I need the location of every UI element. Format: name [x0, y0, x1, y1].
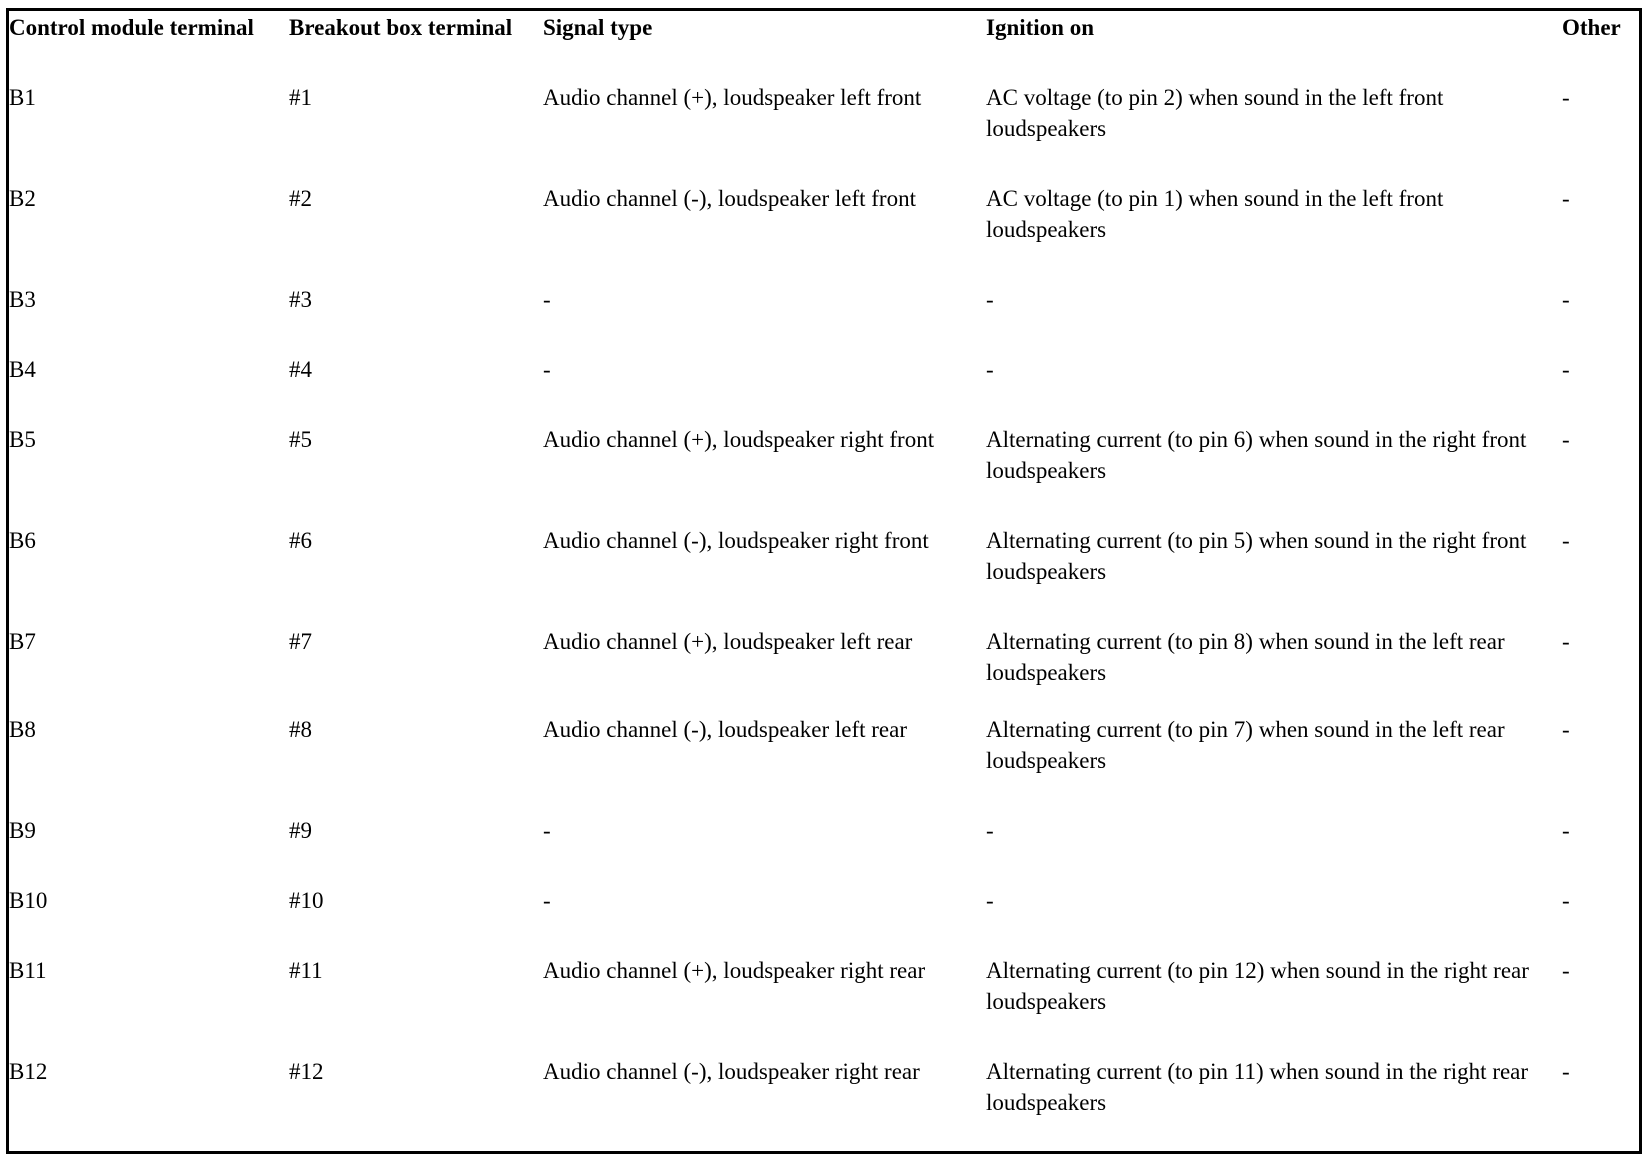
cell-breakout-box-terminal: #2	[289, 186, 312, 211]
cell-control-module-terminal: B1	[9, 85, 36, 110]
cell-ignition-on: -	[986, 357, 994, 382]
cell-ignition-on: Alternating current (to pin 7) when sound in the left rear loudspeakers	[986, 717, 1505, 773]
cell-signal-type: -	[543, 357, 551, 382]
cell-breakout-box-terminal: #8	[289, 717, 312, 742]
cell-signal-type: Audio channel (+), loudspeaker left front	[543, 85, 922, 110]
cell-control-module-terminal: B6	[9, 528, 36, 553]
cell-signal-type: -	[543, 818, 551, 843]
cell-breakout-box-terminal: #9	[289, 818, 312, 843]
cell-signal-type: Audio channel (+), loudspeaker right rear	[543, 958, 926, 983]
cell-control-module-terminal: B3	[9, 287, 36, 312]
table-row	[9, 82, 1639, 183]
cell-other: -	[1562, 717, 1570, 742]
pin-assignment-table	[9, 11, 1639, 1146]
table-row	[9, 1056, 1639, 1146]
cell-ignition-on: Alternating current (to pin 12) when sound in the right rear loudspeakers	[986, 958, 1529, 1014]
header-other: Other	[1562, 15, 1621, 40]
cell-ignition-on: AC voltage (to pin 1) when sound in the left front loudspeakers	[986, 186, 1444, 242]
cell-control-module-terminal: B7	[9, 629, 36, 654]
header-row	[9, 11, 1639, 82]
cell-signal-type: Audio channel (+), loudspeaker right front	[543, 427, 935, 452]
cell-breakout-box-terminal: #7	[289, 629, 312, 654]
cell-breakout-box-terminal: #6	[289, 528, 312, 553]
cell-control-module-terminal: B4	[9, 357, 36, 382]
header-breakout-box-terminal: Breakout box terminal	[289, 15, 513, 40]
table-row	[9, 714, 1639, 815]
cell-signal-type: Audio channel (-), loudspeaker right rear	[543, 1059, 920, 1084]
table-row	[9, 284, 1639, 354]
table-row	[9, 626, 1639, 714]
cell-control-module-terminal: B9	[9, 818, 36, 843]
cell-other: -	[1562, 357, 1570, 382]
cell-other: -	[1562, 1059, 1570, 1084]
cell-ignition-on: -	[986, 888, 994, 913]
cell-breakout-box-terminal: #4	[289, 357, 312, 382]
cell-signal-type: Audio channel (-), loudspeaker left rear	[543, 717, 908, 742]
cell-other: -	[1562, 85, 1570, 110]
cell-other: -	[1562, 818, 1570, 843]
table-row	[9, 525, 1639, 626]
cell-breakout-box-terminal: #11	[289, 958, 323, 983]
cell-signal-type: Audio channel (-), loudspeaker right front	[543, 528, 929, 553]
cell-ignition-on: Alternating current (to pin 5) when sound in the right front loudspeakers	[986, 528, 1527, 584]
cell-breakout-box-terminal: #10	[289, 888, 324, 913]
cell-breakout-box-terminal: #12	[289, 1059, 324, 1084]
cell-signal-type: Audio channel (-), loudspeaker left front	[543, 186, 916, 211]
cell-ignition-on: Alternating current (to pin 6) when sound in the right front loudspeakers	[986, 427, 1527, 483]
cell-control-module-terminal: B5	[9, 427, 36, 452]
cell-other: -	[1562, 629, 1570, 654]
cell-other: -	[1562, 888, 1570, 913]
cell-control-module-terminal: B12	[9, 1059, 48, 1084]
cell-control-module-terminal: B10	[9, 888, 48, 913]
cell-breakout-box-terminal: #1	[289, 85, 312, 110]
header-control-module-terminal: Control module terminal	[9, 15, 254, 40]
cell-other: -	[1562, 528, 1570, 553]
cell-other: -	[1562, 958, 1570, 983]
cell-ignition-on: -	[986, 287, 994, 312]
cell-other: -	[1562, 186, 1570, 211]
table-row	[9, 955, 1639, 1056]
table-row	[9, 424, 1639, 525]
table-row	[9, 885, 1639, 955]
cell-ignition-on: AC voltage (to pin 2) when sound in the left front loudspeakers	[986, 85, 1444, 141]
header-ignition-on: Ignition on	[986, 15, 1095, 40]
cell-breakout-box-terminal: #3	[289, 287, 312, 312]
cell-ignition-on: Alternating current (to pin 8) when sound in the left rear loudspeakers	[986, 629, 1505, 685]
cell-ignition-on: -	[986, 818, 994, 843]
table-row	[9, 354, 1639, 424]
cell-signal-type: -	[543, 287, 551, 312]
cell-signal-type: -	[543, 888, 551, 913]
header-signal-type: Signal type	[543, 15, 653, 40]
cell-control-module-terminal: B2	[9, 186, 36, 211]
cell-control-module-terminal: B8	[9, 717, 36, 742]
cell-ignition-on: Alternating current (to pin 11) when sound in the right rear loudspeakers	[986, 1059, 1529, 1115]
table-row	[9, 815, 1639, 885]
cell-breakout-box-terminal: #5	[289, 427, 312, 452]
cell-other: -	[1562, 427, 1570, 452]
cell-other: -	[1562, 287, 1570, 312]
cell-signal-type: Audio channel (+), loudspeaker left rear	[543, 629, 913, 654]
table-row	[9, 183, 1639, 284]
cell-control-module-terminal: B11	[9, 958, 47, 983]
